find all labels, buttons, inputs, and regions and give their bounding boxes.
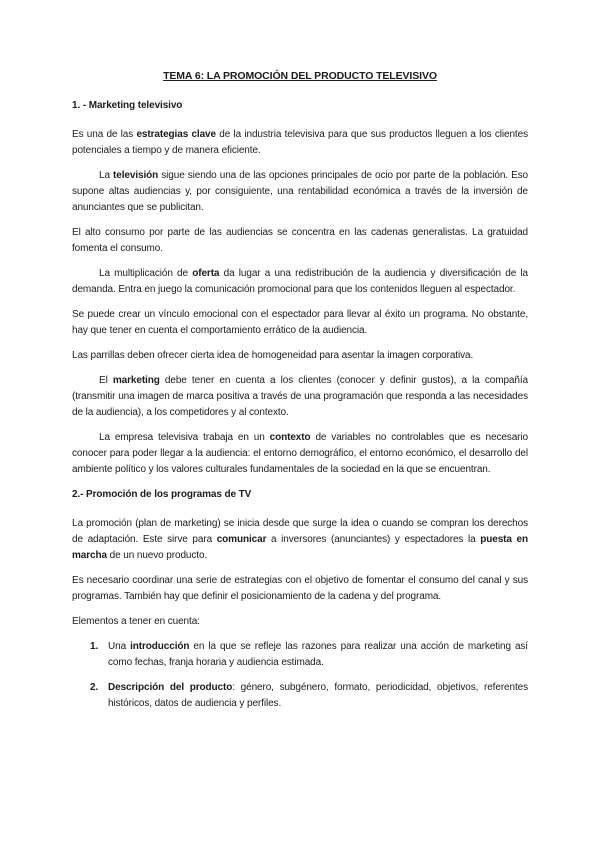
- paragraph-vinculo-emocional: Se puede crear un vínculo emocional con el espectador para llevar al éxito un programa. No obstante, hay que tener en cuenta el comportamiento errático de la audiencia.: [72, 309, 528, 336]
- paragraph-estrategias-clave: Es una de las estrategias clave de la industria televisiva para que sus productos lleguen a los clientes potenciales a tiempo y de manera eficiente.: [72, 129, 528, 156]
- list-text: Descripción del producto: género, subgénero, formato, periodicidad, objetivos, referentes históricos, datos de audiencia y perfiles.: [108, 682, 529, 709]
- paragraph-contexto-variables: La empresa televisiva trabaja en un contexto de variables no controlables que es necesario conocer para poder llegar a la audiencia: el entorno demográfico, el entorno económico, el desarrollo del ambiente político y los valores culturales fundamentales de la sociedad en la que se encuentran.: [72, 432, 528, 475]
- paragraph-parrillas: Las parrillas deben ofrecer cierta idea de homogeneidad para asentar la imagen corporativa.: [72, 350, 474, 361]
- numbered-list: [72, 639, 528, 712]
- list-text: Una introducción en la que se refleje las razones para realizar una acción de marketing así como fechas, franja horaria y audiencia estimada.: [108, 641, 528, 668]
- list-number: 1.: [90, 641, 99, 652]
- section-2-heading: 2.- Promoción de los programas de TV: [72, 489, 252, 500]
- paragraph-promocion-plan: La promoción (plan de marketing) se inicia desde que surge la idea o cuando se compran los derechos de adaptación. Este sirve para comunicar a inversores (anunciantes) y espectadores la puesta en marcha de un nuevo producto.: [72, 518, 529, 561]
- paragraph-multiplicacion-oferta: La multiplicación de oferta da lugar a una redistribución de la audiencia y diversificación de la demanda. Entra en juego la comunicación promocional para que los contenidos lleguen al espectador.: [72, 268, 528, 295]
- paragraph-television-ocio: La televisión sigue siendo una de las opciones principales de ocio por parte de la población. Eso supone altas audiencias y, por consiguiente, una rentabilidad económica a través de la inversión de anunciantes que se publicitan.: [72, 170, 529, 213]
- paragraph-marketing-clientes: El marketing debe tener en cuenta a los clientes (conocer y definir gustos), a la compañía (transmitir una imagen de marca positiva a través de una programación que responda a las necesidades de la audiencia), a los competidores y al contexto.: [72, 375, 528, 418]
- list-item-introduccion: [72, 639, 528, 671]
- paragraph-elementos-intro: Elementos a tener en cuenta:: [72, 616, 200, 627]
- document-title: TEMA 6: LA PROMOCIÓN DEL PRODUCTO TELEVISIVO: [163, 70, 437, 82]
- list-item-descripcion-producto: [72, 680, 528, 712]
- list-number: 2.: [90, 682, 99, 693]
- paragraph-coordinar-estrategias: Es necesario coordinar una serie de estrategias con el objetivo de fomentar el consumo del canal y sus programas. También hay que definir el posicionamiento de la cadena y del programa.: [72, 575, 528, 602]
- section-1-heading: 1. - Marketing televisivo: [72, 100, 183, 111]
- paragraph-alto-consumo: El alto consumo por parte de las audiencias se concentra en las cadenas generalistas. La gratuidad fomenta el consumo.: [72, 227, 528, 254]
